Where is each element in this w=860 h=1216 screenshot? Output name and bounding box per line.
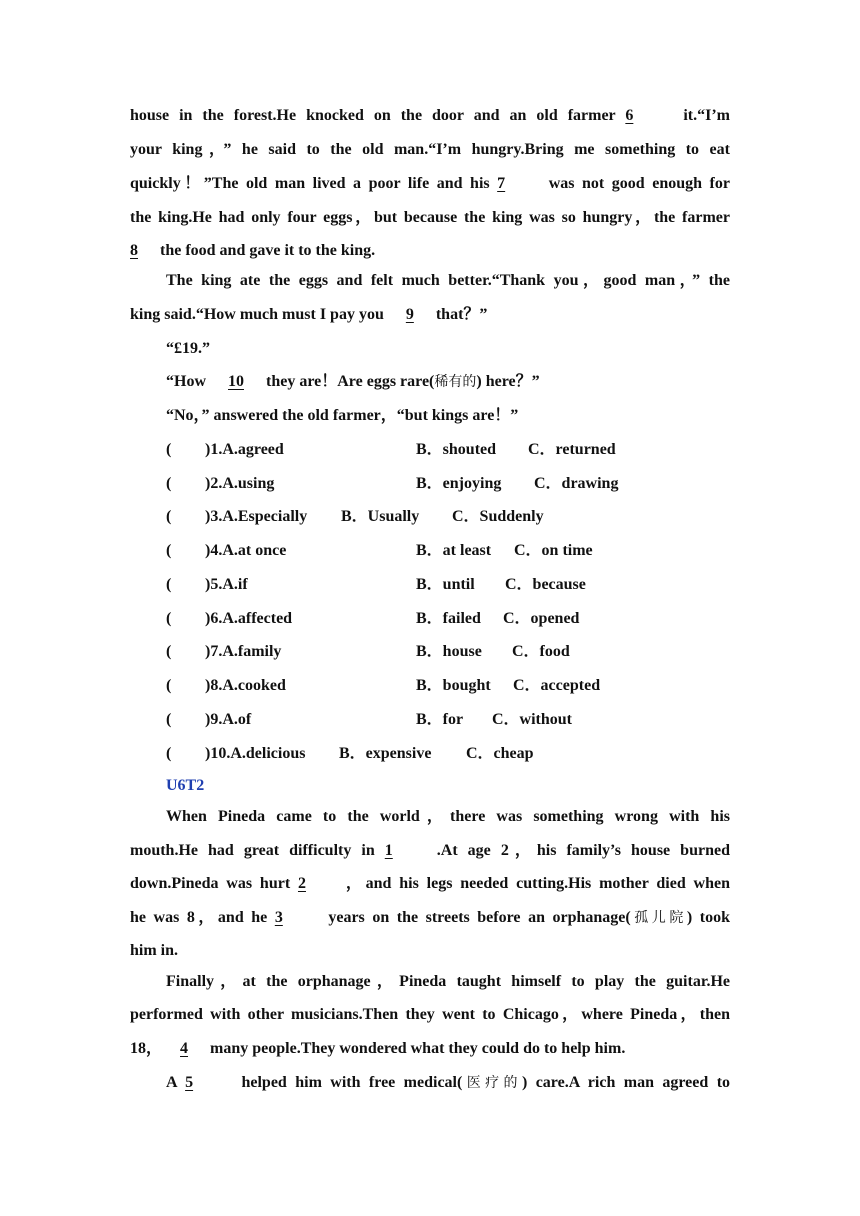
blank-3: 3	[274, 909, 283, 926]
passage-line	[130, 303, 730, 327]
blank-10: 10	[228, 373, 244, 390]
passage-line: Finally，at the orphanage，Pineda taught himself to play the guitar.He	[166, 973, 730, 990]
blank-5: 5	[185, 1074, 194, 1091]
option-a: )5.A.if	[205, 576, 248, 593]
answer-paren: (	[166, 677, 172, 694]
chinese-gloss: 稀有的	[434, 374, 477, 390]
option-a: )8.A.cooked	[205, 677, 286, 694]
passage-line	[166, 370, 730, 394]
option-a: )1.A.agreed	[205, 441, 284, 458]
option-c: C．Suddenly	[452, 508, 544, 525]
text-span: it.“I’m	[673, 107, 730, 124]
chinese-gloss: 医疗的	[462, 1075, 522, 1091]
blank-9: 9	[405, 306, 414, 323]
text-span: he was 8，and he	[130, 909, 275, 926]
option-b: B．shouted	[416, 441, 497, 458]
option-c: C．returned	[528, 441, 616, 458]
answer-paren: (	[166, 542, 172, 559]
option-a: )6.A.affected	[205, 610, 293, 627]
option-c: C．accepted	[513, 677, 601, 694]
text-span: king said.“How much must I pay you	[130, 306, 388, 323]
text-span: was not good enough for	[541, 175, 730, 192]
passage-line	[130, 839, 730, 863]
text-span: A	[166, 1074, 186, 1091]
passage-line: “No，” answered the old farmer，“but kings are！”	[166, 407, 519, 424]
text-span: 18，	[130, 1040, 163, 1057]
passage-line	[130, 872, 730, 896]
option-a: )9.A.of	[205, 711, 252, 728]
option-a: )4.A.at once	[205, 542, 287, 559]
passage-line: the king.He had only four eggs，but because the king was so hungry，the farmer	[130, 209, 730, 226]
passage-line	[130, 1037, 730, 1061]
answer-paren: (	[166, 745, 172, 762]
blank-4: 4	[180, 1040, 189, 1057]
text-span: “How	[166, 373, 210, 390]
option-b: B．house	[416, 643, 482, 660]
answer-paren: (	[166, 441, 172, 458]
option-c: C．food	[512, 643, 570, 660]
option-b: B．at least	[416, 542, 492, 559]
answer-paren: (	[166, 610, 172, 627]
blank-1: 1	[384, 842, 393, 859]
passage-line: When Pineda came to the world，there was something wrong with his	[166, 808, 730, 825]
option-c: C．cheap	[466, 745, 534, 762]
passage-line: The king ate the eggs and felt much better.“Thank you，good man，” the	[166, 272, 730, 289]
option-c: C．without	[492, 711, 573, 728]
option-b: B．until	[416, 576, 475, 593]
text-span: years on the streets before an orphanage(	[320, 909, 631, 926]
answer-paren: (	[166, 643, 172, 660]
option-b: B．expensive	[339, 745, 432, 762]
passage-line: performed with other musicians.Then they went to Chicago，where Pineda，then	[130, 1006, 730, 1023]
option-c: C．drawing	[534, 475, 619, 492]
option-b: B．bought	[416, 677, 491, 694]
option-a: )7.A.family	[205, 643, 282, 660]
passage-line	[130, 172, 730, 196]
option-a: )2.A.using	[205, 475, 275, 492]
section-heading: U6T2	[166, 777, 205, 794]
option-c: C．opened	[503, 610, 580, 627]
option-a: )10.A.delicious	[205, 745, 306, 762]
option-b: B．Usually	[341, 508, 420, 525]
text-span: the food and gave it to the king.	[156, 242, 376, 259]
answer-paren: (	[166, 711, 172, 728]
passage-line	[166, 1071, 730, 1095]
passage-line	[130, 239, 730, 263]
option-c: C．on time	[514, 542, 593, 559]
text-span: helped him with free medical(	[233, 1074, 463, 1091]
answer-paren: (	[166, 475, 172, 492]
text-span: ，and his legs needed cutting.His mother died when	[341, 875, 730, 892]
text-span: many people.They wondered what they could do to help him.	[206, 1040, 626, 1057]
answer-paren: (	[166, 576, 172, 593]
option-b: B．failed	[416, 610, 481, 627]
passage-line	[130, 906, 730, 930]
blank-8: 8	[130, 242, 138, 259]
blank-6: 6	[625, 107, 634, 124]
text-span: ) took	[686, 909, 730, 926]
chinese-gloss: 孤儿院	[630, 910, 687, 926]
answer-paren: (	[166, 508, 172, 525]
option-a: )3.A.Especially	[205, 508, 308, 525]
blank-2: 2	[297, 875, 306, 892]
option-b: B．for	[416, 711, 464, 728]
text-span: mouth.He had great difficulty in	[130, 842, 385, 859]
option-b: B．enjoying	[416, 475, 502, 492]
text-span: ) care.A rich man agreed to	[521, 1074, 731, 1091]
text-span: house in the forest.He knocked on the door and an old farmer	[130, 107, 626, 124]
text-span: down.Pineda was hurt	[130, 875, 298, 892]
text-span: ) here？”	[476, 373, 540, 390]
passage-line: your king，” he said to the old man.“I’m hungry.Bring me something to eat	[130, 141, 730, 158]
passage-line	[130, 104, 730, 128]
passage-line: “£19.”	[166, 340, 210, 357]
text-span: that？”	[431, 306, 488, 323]
text-span: .At age 2，his family’s house burned	[436, 842, 730, 859]
option-c: C．because	[505, 576, 586, 593]
blank-7: 7	[497, 175, 506, 192]
text-span: they are！Are eggs rare(	[262, 373, 435, 390]
passage-line: him in.	[130, 942, 179, 959]
text-span: quickly！”The old man lived a poor life and his	[130, 175, 498, 192]
